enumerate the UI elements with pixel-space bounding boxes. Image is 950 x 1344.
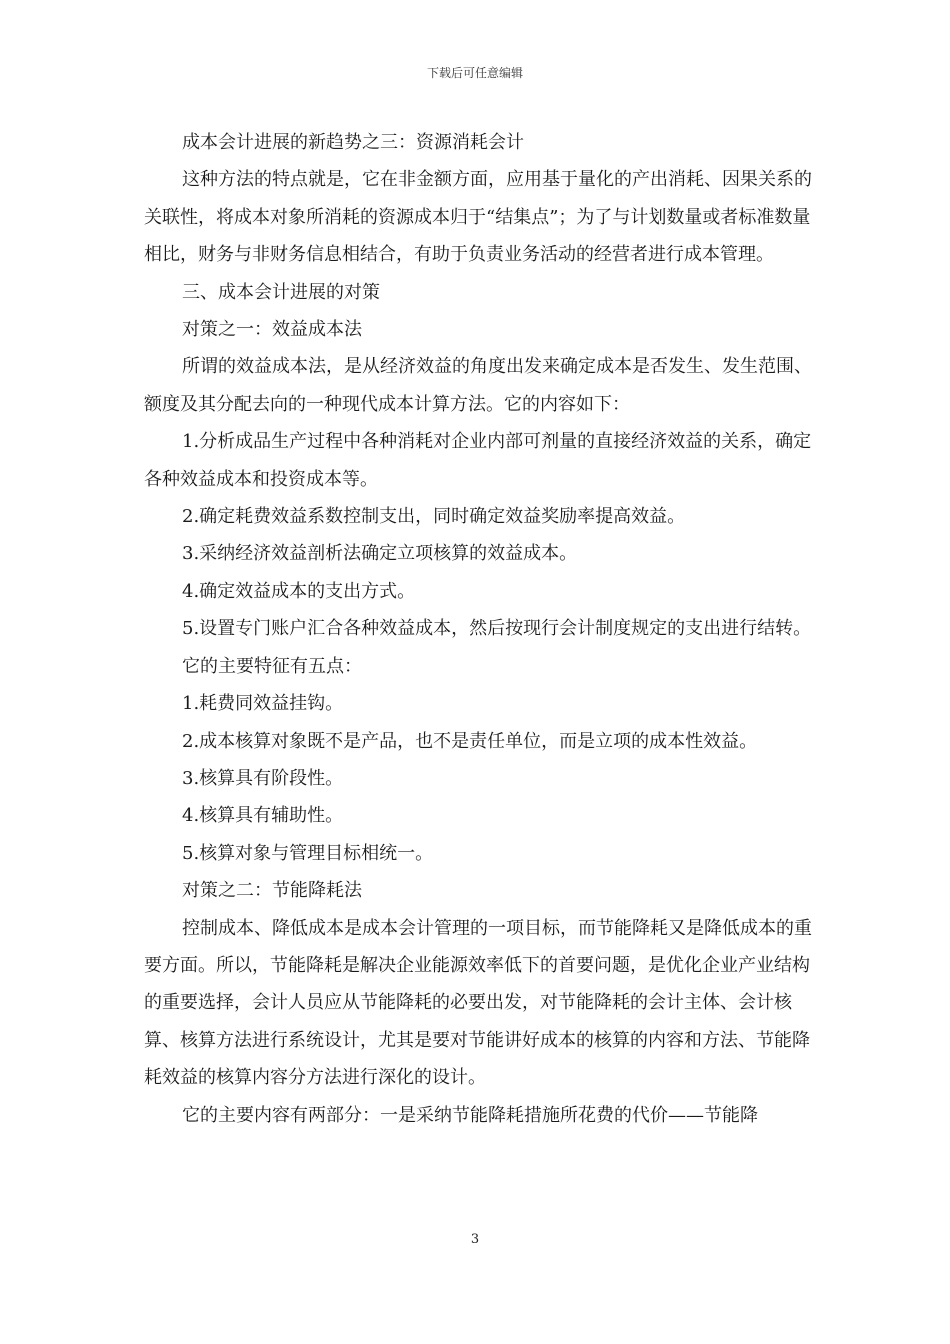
list-item: 2.确定耗费效益系数控制支出，同时确定效益奖励率提高效益。 (182, 506, 686, 528)
list-item: 5.设置专门账户汇合各种效益成本，然后按现行会计制度规定的支出进行结转。 (182, 618, 812, 640)
document-body (144, 124, 816, 1134)
list-item: 1.耗费同效益挂钩。 (182, 693, 344, 715)
paragraph: 这种方法的特点就是，它在非金额方面，应用基于量化的产出消耗、因果关系的关联性，将成本对象所消耗的资源成本归于“结集点”；为了与计划数量或者标准数量相比，财务与非财务信息相结合，有助于负责业务活动的经营者进行成本管理。 (144, 169, 812, 266)
list-item: 1.分析成品生产过程中各种消耗对企业内部可剂量的直接经济效益的关系，确定各种效益成本和投资成本等。 (144, 431, 812, 490)
list-item: 4.确定效益成本的支出方式。 (182, 580, 416, 602)
page-header-note: 下载后可任意编辑 (426, 66, 523, 80)
paragraph: 控制成本、降低成本是成本会计管理的一项目标，而节能降耗又是降低成本的重要方面。所以，节能降耗是解决企业能源效率低下的首要问题，是优化企业产业结构的重要选择，会计人员应从节能降耗的必要出发，对节能降耗的会计主体、会计核算、核算方法进行系统设计，尤其是要对节能讲好成本的核算的内容和方法、节能降耗效益的核算内容分方法进行深化的设计。 (144, 917, 812, 1089)
list-item: 5.核算对象与管理目标相统一。 (182, 842, 434, 864)
subsection-heading: 对策之二：节能降耗法 (182, 880, 362, 902)
list-item: 3.采纳经济效益剖析法确定立项核算的效益成本。 (182, 543, 578, 565)
paragraph: 它的主要特征有五点： (182, 655, 362, 677)
list-item: 3.核算具有阶段性。 (182, 767, 344, 789)
paragraph: 它的主要内容有两部分：一是采纳节能降耗措施所花费的代价——节能降 (182, 1104, 758, 1126)
list-item: 4.核算具有辅助性。 (182, 805, 344, 827)
list-item: 2.成本核算对象既不是产品，也不是责任单位，而是立项的成本性效益。 (182, 730, 758, 752)
subsection-heading: 对策之一：效益成本法 (182, 319, 362, 341)
section-heading: 三、成本会计进展的对策 (182, 281, 380, 303)
page-number: 3 (470, 1232, 480, 1247)
paragraph: 成本会计进展的新趋势之三：资源消耗会计 (182, 132, 524, 153)
paragraph: 所谓的效益成本法，是从经济效益的角度出发来确定成本是否发生、发生范围、额度及其分配去向的一种现代成本计算方法。它的内容如下： (144, 356, 812, 415)
